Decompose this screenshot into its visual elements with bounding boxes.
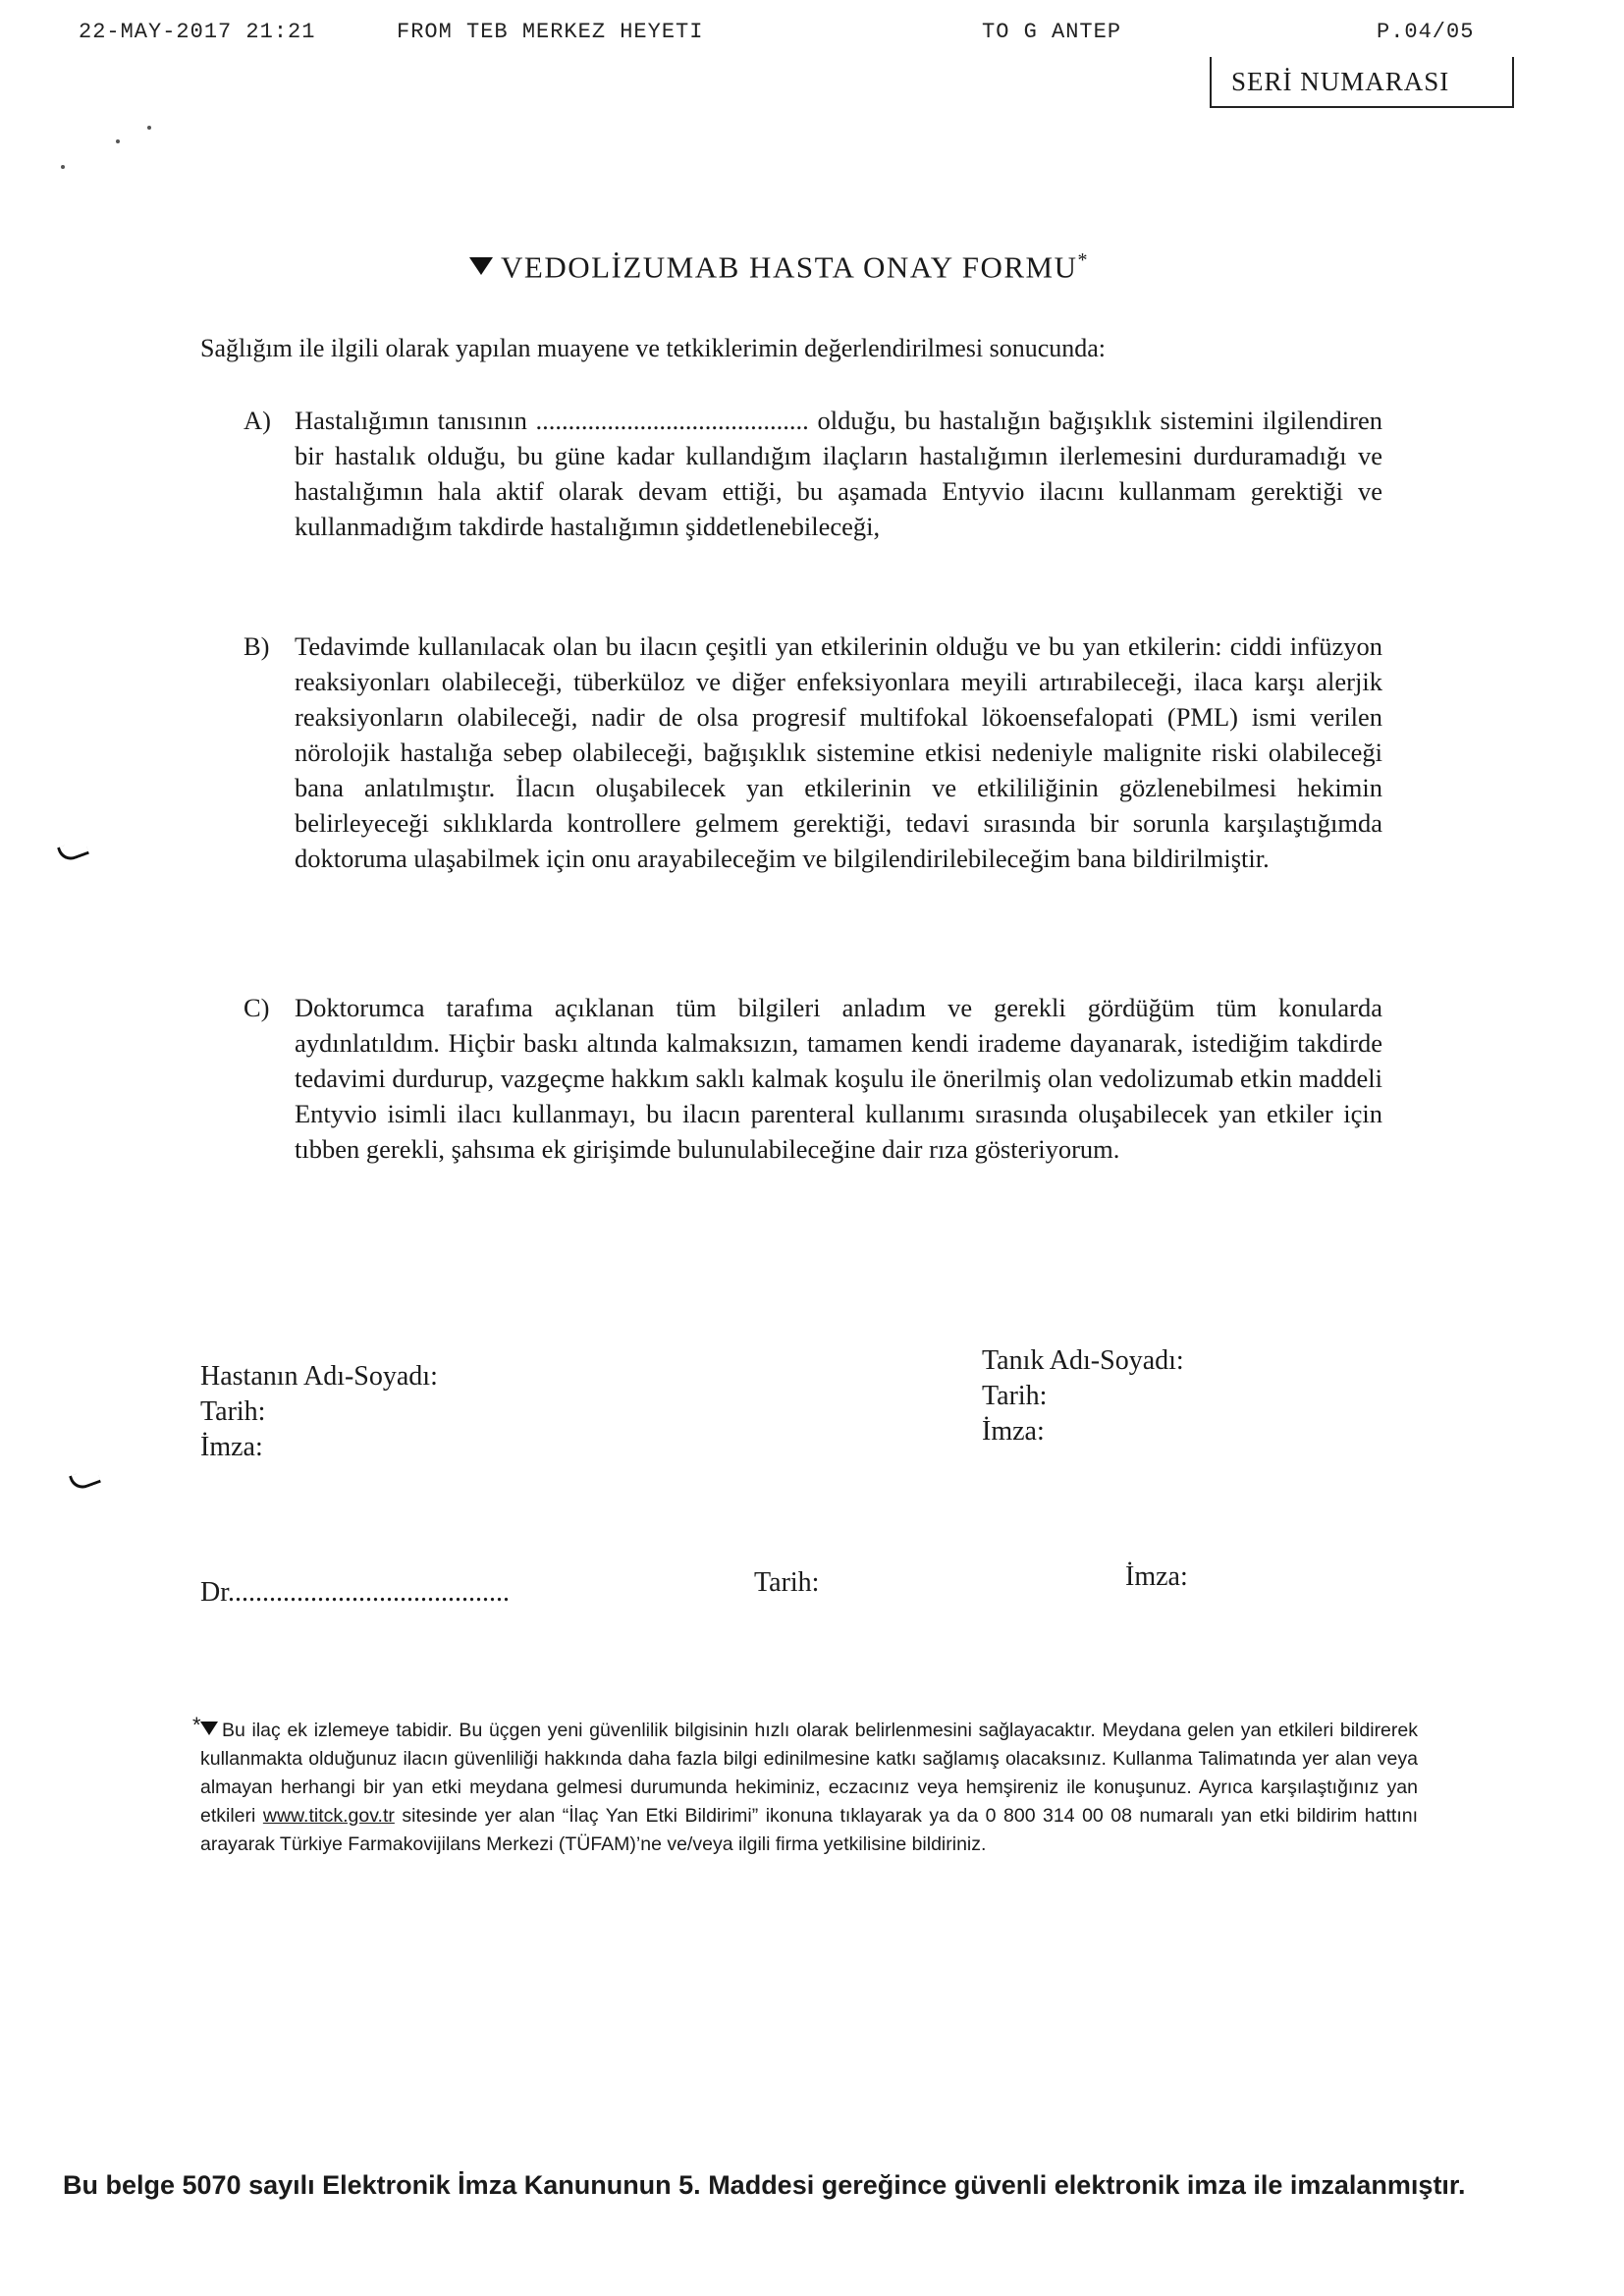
witness-signature-block [982,1343,1184,1449]
witness-date-label: Tarih: [982,1381,1048,1411]
clause-letter: B) [244,631,270,661]
form-title-text: VEDOLİZUMAB HASTA ONAY FORMU [501,249,1078,285]
serial-number-box [1210,57,1514,108]
checkmark-icon [69,1467,101,1493]
titck-link[interactable]: www.titck.gov.tr [262,1805,395,1827]
doctor-signature-label: İmza: [1125,1561,1188,1592]
scan-speck [147,126,151,130]
witness-signature-label: İmza: [982,1416,1045,1447]
fax-header [0,14,1624,53]
intro-text: Sağlığım ile ilgili olarak yapılan muayene ve tetkiklerimin değerlendirilmesi sonucunda: [200,334,1107,362]
doctor-name-line: Dr......................................... [200,1577,510,1608]
footnote-text-before-url: Bu ilaç ek izlemeye tabidir. Bu üçgen yeni güvenlilik bilgisinin hızlı olarak belirlenmesini sağlayacaktır. Meydana gelen yan etkileri bildirerek kullanmakta olduğunuz ilacın güvenliliği hakkında daha fazla bilgi edinilmesine katkı sağlamış olacaksınız. Kullanma Talimatında yer alan veya almayan herhangi bir yan etki meydana gelmesi durumunda hekiminiz, eczacınız veya hemşireniz ile konuşunuz. Ayrıca karşılaştığınız yan etkileri [200,1720,1418,1827]
fax-datetime: 22-MAY-2017 21:21 [79,20,316,44]
fax-from: FROM TEB MERKEZ HEYETI [397,20,704,44]
clause-c [244,990,1382,1167]
clause-a [244,403,1382,544]
clause-text: Doktorumca tarafıma açıklanan tüm bilgileri anladım ve gerekli gördüğüm tüm konularda aydınlatıldım. Hiçbir baskı altında kalmaksızın, tamamen kendi irademe dayanarak, istediğim takdirde tedavimi durdurup, vazgeçme hakkım saklı kalmak koşulu ile önerilmiş olan vedolizumab etkin maddeli Entyvio isimli ilacı kullanmayı, bu ilacın parenteral kullanımı sırasında oluşabilecek yan etkiler için tıbben gerekli, şahsıma ek girişimde bulunulabileceğine dair rıza gösteriyorum. [295,993,1382,1164]
patient-signature-block [200,1359,438,1465]
witness-name-label: Tanık Adı-Soyadı: [982,1345,1184,1376]
footnote [192,1713,1418,1859]
clause-letter: A) [244,406,271,435]
form-title [469,249,1157,285]
doctor-date-label: Tarih: [754,1567,820,1598]
clause-text: Hastalığımın tanısının .......................................... olduğu, bu hastalığın bağışıklık sistemini ilgilendiren bir hastalık olduğu, bu güne kadar kullandığım ilaçların hastalığımın ilerlemesini durduramadığı ve hastalığımın hala aktif olarak devam ettiği, bu aşamada Entyvio ilacını kullanmam gerektiği ve kullanmadığım takdirde hastalığımın şiddetlenebileceği, [295,406,1382,541]
footnote-text-after-url: sitesinde yer alan “İlaç Yan Etki Bildirimi” ikonuna tıklayarak ya da 0 800 314 00 08 numaralı yan etki bildirim hattını arayarak Türkiye Farmakovijilans Merkezi (TÜFAM)’ne ve/veya ilgili firma yetkilisine bildiriniz. [200,1805,1418,1855]
scan-speck [61,165,65,169]
electronic-signature-notice: Bu belge 5070 sayılı Elektronik İmza Kanununun 5. Maddesi gereğince güvenli elektronik imza ile imzalanmıştır. [63,2170,1466,2200]
clause-letter: C) [244,993,270,1022]
footnote-mark: * [192,1713,201,1737]
clause-text: Tedavimde kullanılacak olan bu ilacın çeşitli yan etkilerinin olduğu ve bu yan etkilerin: ciddi infüzyon reaksiyonları olabileceği, tüberküloz ve diğer enfeksiyonlara meyili artırabileceği, ilaca karşı alerjik reaksiyonların olabileceği, nadir de olsa progresif multifokal lökoensefalopati (PML) ismi verilen nörolojik hastalığa sebep olabileceği, bağışıklık sistemine etkisi nedeniyle malignite riski olabileceği bana anlatılmıştır. İlacın oluşabilecek yan etkilerinin ve etkililiğinin gözlenebilmesi hekimin belirleyeceği sıklıklarda kontrollere gelmem gerektiği, tedavi sırasında bir sorunla karşılaştığımda doktoruma ulaşabilmek için onu arayabileceğim ve bilgilendirilebileceğim bana bildirilmiştir. [295,631,1382,873]
title-footnote-mark: * [1077,249,1090,271]
black-triangle-icon [469,257,493,275]
checkmark-icon [57,839,89,864]
serial-number-label: SERİ NUMARASI [1231,67,1450,96]
patient-name-label: Hastanın Adı-Soyadı: [200,1361,438,1392]
black-triangle-icon [200,1722,218,1735]
patient-date-label: Tarih: [200,1396,266,1427]
fax-to: TO G ANTEP [982,20,1122,44]
patient-signature-label: İmza: [200,1432,263,1462]
fax-page: P.04/05 [1377,20,1475,44]
clause-b [244,629,1382,876]
scan-speck [116,139,120,143]
